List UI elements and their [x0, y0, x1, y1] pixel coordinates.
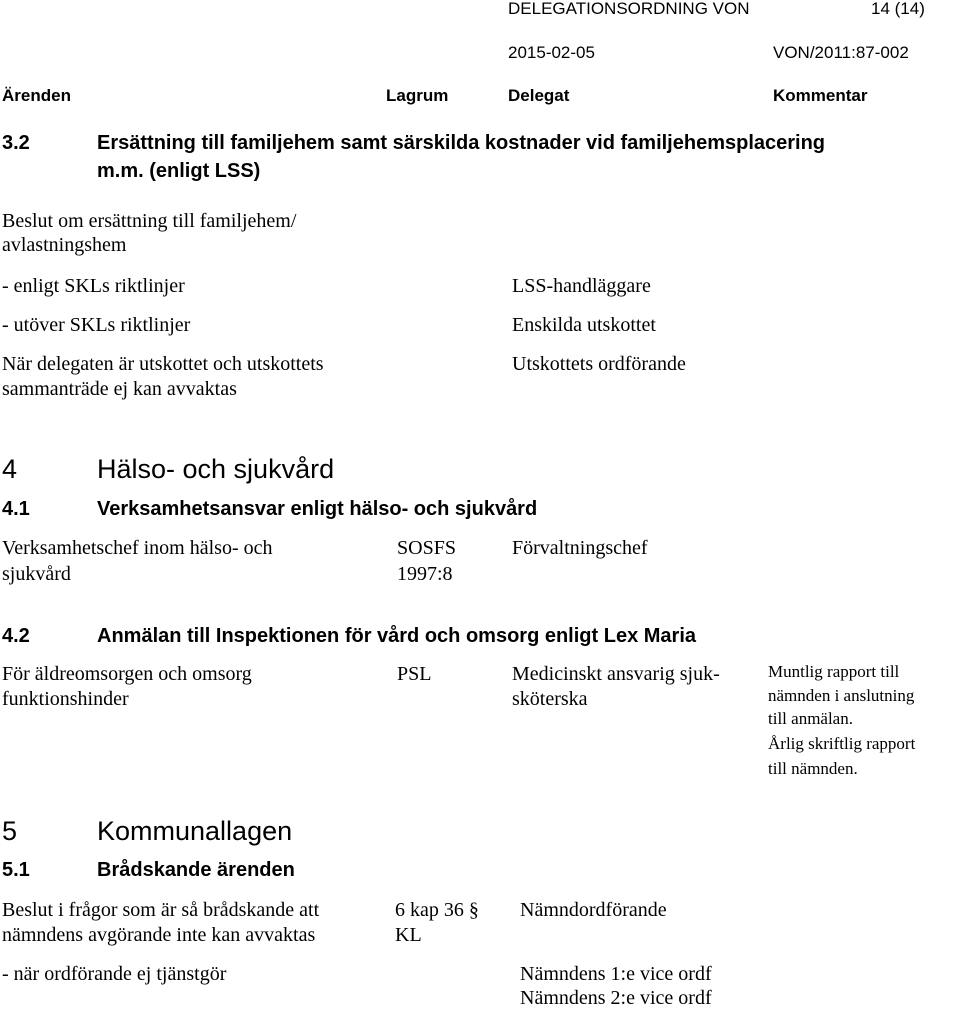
table-row-arende-line2: sammanträde ej kan avvaktas: [2, 378, 237, 400]
table-row-arende: - utöver SKLs riktlinjer: [2, 314, 191, 336]
section-3-2-intro-line1: Beslut om ersättning till familjehem/: [2, 210, 297, 232]
section-5-title: Kommunallagen: [97, 816, 293, 846]
section-4-1-number: 4.1: [2, 498, 30, 520]
section-4-1-title: Verksamhetsansvar enligt hälso- och sjukvård: [97, 498, 538, 520]
section-5-1-delegat: Nämndordförande: [520, 899, 667, 921]
section-4-2-kommentar-line2: nämnden i anslutning: [768, 686, 915, 705]
section-5-1-title: Brådskande ärenden: [97, 859, 295, 881]
section-4-1-delegat: Förvaltningschef: [512, 537, 648, 559]
section-4-2-kommentar-line1: Muntlig rapport till: [768, 662, 900, 681]
section-4-2-lagrum: PSL: [397, 663, 432, 685]
column-heading-lagrum: Lagrum: [386, 86, 449, 105]
section-5-1-lagrum-line1: 6 kap 36 §: [395, 899, 479, 921]
table-row-delegat: Utskottets ordförande: [512, 353, 686, 375]
column-heading-arenden: Ärenden: [2, 86, 71, 105]
column-heading-delegat: Delegat: [508, 86, 570, 105]
section-4-1-lagrum-line2: 1997:8: [397, 563, 453, 585]
section-5-1-row2-delegat-line1: Nämndens 1:e vice ordf: [520, 963, 712, 985]
section-4-2-delegat-line1: Medicinskt ansvarig sjuk-: [512, 663, 720, 685]
section-4-2-arende-line1: För äldreomsorgen och omsorg: [2, 663, 252, 685]
table-row-arende-line1: När delegaten är utskottet och utskottets: [2, 353, 324, 375]
section-4-1-lagrum-line1: SOSFS: [397, 537, 456, 559]
section-4-2-arende-line2: funktionshinder: [2, 688, 129, 710]
section-5-1-arende-line1: Beslut i frågor som är så brådskande att: [2, 899, 320, 921]
page-number: 14 (14): [871, 0, 925, 18]
table-row-delegat: LSS-handläggare: [512, 275, 651, 297]
section-5-1-arende-line2: nämndens avgörande inte kan avvaktas: [2, 924, 316, 946]
table-row-delegat: Enskilda utskottet: [512, 314, 656, 336]
section-5-1-number: 5.1: [2, 859, 30, 881]
document-date: 2015-02-05: [508, 43, 595, 62]
document-title: DELEGATIONSORDNING VON: [508, 0, 750, 18]
section-4-title: Hälso- och sjukvård: [97, 454, 335, 484]
column-heading-kommentar: Kommentar: [773, 86, 868, 105]
table-row-arende: - enligt SKLs riktlinjer: [2, 275, 185, 297]
section-5-1-lagrum-line2: KL: [395, 924, 422, 946]
section-3-2-title-line2: m.m. (enligt LSS): [97, 160, 261, 182]
section-4-2-kommentar-line4: Årlig skriftlig rapport: [768, 734, 916, 753]
section-5-number: 5: [2, 816, 18, 846]
section-5-1-row2-delegat-line2: Nämndens 2:e vice ordf: [520, 987, 712, 1009]
section-3-2-title-line1: Ersättning till familjehem samt särskilda kostnader vid familjehemsplacering: [97, 132, 826, 154]
section-4-1-arende-line1: Verksamhetschef inom hälso- och: [2, 537, 273, 559]
section-3-2-number: 3.2: [2, 132, 30, 154]
section-4-1-arende-line2: sjukvård: [2, 563, 71, 585]
section-4-number: 4: [2, 454, 18, 484]
document-reference: VON/2011:87-002: [773, 43, 909, 62]
section-4-2-kommentar-line3: till anmälan.: [768, 709, 853, 728]
section-4-2-number: 4.2: [2, 625, 30, 647]
section-4-2-kommentar-line5: till nämnden.: [768, 759, 858, 778]
section-4-2-delegat-line2: sköterska: [512, 688, 588, 710]
section-3-2-intro-line2: avlastningshem: [2, 234, 127, 256]
section-4-2-title: Anmälan till Inspektionen för vård och omsorg enligt Lex Maria: [97, 625, 696, 647]
section-5-1-row2-arende: - när ordförande ej tjänstgör: [2, 963, 227, 985]
